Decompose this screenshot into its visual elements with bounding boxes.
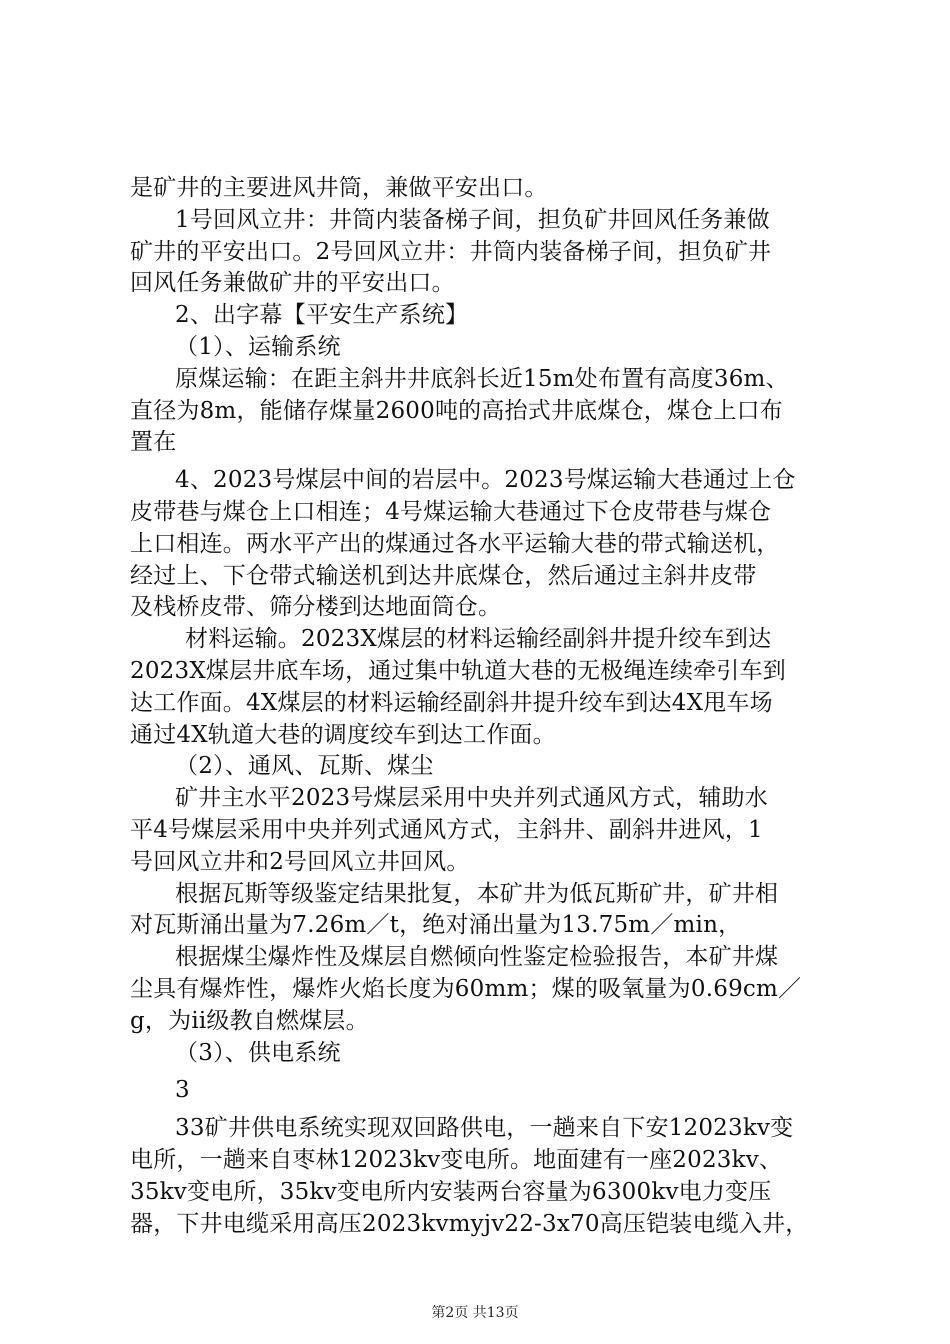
page-footer: 第2页 共13页 — [431, 1305, 519, 1321]
text-line: （1）、运输系统 — [175, 333, 341, 360]
text-line: 回风任务兼做矿井的平安出口。 — [130, 270, 455, 297]
text-line: 35kv变电所，35kv变电所内安装两台容量为6300kv电力变压 — [130, 1178, 772, 1205]
text-line: 对瓦斯涌出量为7.26m／t，绝对涌出量为13.75m／min， — [130, 912, 742, 939]
text-line: 皮带巷与煤仓上口相连；4号煤运输大巷通过下仓皮带巷与煤仓 — [130, 498, 772, 525]
text-line: 根据煤尘爆炸性及煤层自燃倾向性鉴定检验报告，本矿井煤 — [175, 944, 779, 971]
text-line: 3 — [175, 1077, 190, 1104]
text-line: 材料运输。2023X煤层的材料运输经副斜井提升绞车到达 — [185, 626, 772, 653]
text-line: 通过4X轨道大巷的调度绞车到达工作面。 — [130, 721, 556, 748]
text-line: 根据瓦斯等级鉴定结果批复，本矿井为低瓦斯矿井，矿井相 — [175, 880, 779, 907]
text-line: 矿井的平安出口。2号回风立井：井筒内装备梯子间，担负矿井 — [130, 238, 772, 265]
text-line: 直径为8m，能储存煤量2600吨的高抬式井底煤仓，煤仓上口布 — [130, 397, 783, 424]
text-line: 号回风立井和2号回风立井回风。 — [130, 848, 470, 875]
text-line: 33矿井供电系统实现双回路供电，一趟来自下安12023kv变 — [175, 1115, 794, 1142]
text-line: 尘具有爆炸性，爆炸火焰长度为60mm；煤的吸氧量为0.69cm／ — [130, 975, 802, 1002]
text-line: 达工作面。4X煤层的材料运输经副斜井提升绞车到达4X甩车场 — [130, 689, 773, 716]
text-line: 是矿井的主要进风井筒，兼做平安出口。 — [130, 175, 548, 201]
text-line: （3）、供电系统 — [175, 1039, 341, 1066]
text-line: 电所，一趟来自枣林12023kv变电所。地面建有一座2023kv、 — [130, 1146, 783, 1173]
text-line: 原煤运输：在距主斜井井底斜长近15m处布置有高度36m、 — [175, 365, 789, 392]
text-line: g，为ii级教自燃煤层。 — [130, 1007, 369, 1034]
text-line: 平4号煤层采用中央并列式通风方式，主斜井、副斜井进风，1 — [130, 816, 763, 843]
text-line: 置在 — [130, 429, 177, 456]
text-line: 4、2023号煤层中间的岩层中。2023号煤运输大巷通过上仓 — [175, 467, 796, 494]
document-body — [130, 173, 830, 1240]
text-line: 2023X煤层井底车场，通过集中轨道大巷的无极绳连续牵引车到 — [130, 657, 786, 684]
text-line: （2）、通风、瓦斯、煤尘 — [175, 753, 434, 780]
text-line: 2、出字幕【平安生产系统】 — [175, 302, 469, 329]
text-line: 1号回风立井：井筒内装备梯子间，担负矿井回风任务兼做 — [175, 206, 770, 233]
text-line: 上口相连。两水平产出的煤通过各水平运输大巷的带式输送机， — [130, 530, 780, 557]
text-line: 器，下井电缆采用高压2023kvmyjv22-3x70高压铠装电缆入井， — [130, 1210, 809, 1237]
text-line: 经过上、下仓带式输送机到达井底煤仓，然后通过主斜井皮带 — [130, 562, 757, 589]
text-line: 矿井主水平2023号煤层采用中央并列式通风方式，辅助水 — [175, 785, 768, 812]
text-line: 及栈桥皮带、筛分楼到达地面筒仓。 — [130, 594, 502, 621]
